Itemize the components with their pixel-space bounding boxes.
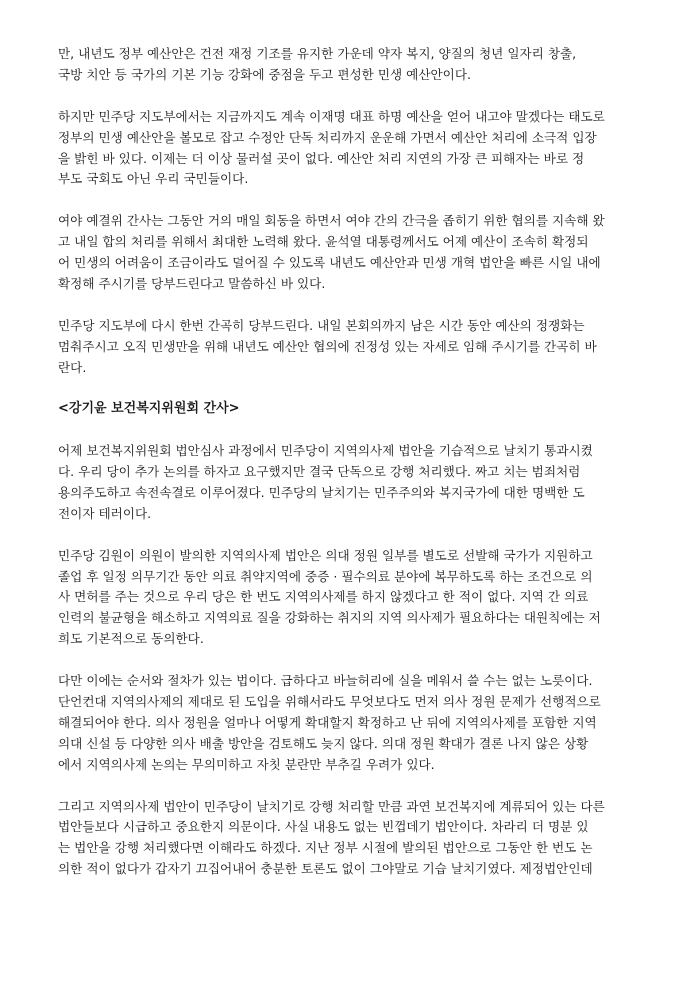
text-line: 전이자 테러이다.: [58, 505, 152, 521]
text-line: 고 내일 합의 처리를 위해서 최대한 노력해 왔다. 윤석열 대통령께서도 어제 예산이 조속히 확정되: [58, 234, 589, 250]
text-line: 의대 신설 등 다양한 의사 배출 방안을 검토해도 늦지 않다. 의대 정원 확대가 결론 나지 않은 상황: [58, 735, 589, 751]
paragraph: [58, 211, 658, 295]
text-line: 멈춰주시고 오직 민생만을 위해 내년도 예산안 협의에 진정성 있는 자세로 임해 주시기를 간곡히 바: [58, 338, 597, 354]
paragraph: [58, 316, 658, 379]
paragraph-spacer: [58, 420, 658, 441]
paragraph-spacer: [58, 86, 658, 107]
text-line: 부도 국회도 아닌 우리 국민들이다.: [58, 171, 249, 187]
text-line: 하지만 민주당 지도부에서는 지금까지도 계속 이재명 대표 하명 예산을 얻어 내고야 말겠다는 태도로: [58, 108, 605, 124]
text-line: 희도 기본적으로 동의한다.: [58, 631, 204, 647]
document-page: [58, 44, 658, 880]
text-line: 확정해 주시기를 당부드린다고 말씀하신 바 있다.: [58, 275, 326, 291]
paragraph-spacer: [58, 190, 658, 211]
text-line: 단언컨대 지역의사제의 제대로 된 도입을 위해서라도 무엇보다도 먼저 의사 정원 문제가 선행적으로: [58, 693, 601, 709]
paragraph-spacer: [58, 776, 658, 797]
text-line: 만, 내년도 정부 예산안은 건전 재정 기조를 유지한 가운데 약자 복지, 양질의 청년 일자리 창출,: [58, 46, 577, 61]
paragraph: [58, 671, 658, 776]
paragraph: [58, 107, 658, 191]
text-line: 어 민생의 어려움이 조금이라도 덜어질 수 있도록 내년도 예산안과 민생 개혁 법안을 빠른 시일 내에: [58, 255, 601, 271]
text-line: 의한 적이 없다가 갑자기 끄집어내어 충분한 토론도 없이 그야말로 기습 날치기였다. 제정법안인데: [58, 861, 593, 877]
text-line: 는 법안을 강행 처리했다면 이해라도 하겠다. 지난 정부 시절에 발의된 법안으로 그동안 한 번도 논: [58, 840, 593, 856]
text-line: 용의주도하고 속전속결로 이루어졌다. 민주당의 날치기는 민주주의와 복지국가에 대한 명백한 도: [58, 484, 585, 500]
text-line: 란다.: [58, 359, 87, 375]
paragraph: [58, 546, 658, 651]
paragraph-spacer: [58, 378, 658, 399]
section-heading: <강기윤 보건복지위원회 간사>: [58, 401, 240, 417]
text-line: 해결되어야 한다. 의사 정원을 얼마나 어떻게 확대할지 확정하고 난 뒤에 지역의사제를 포함한 지역: [58, 714, 597, 730]
paragraph: [58, 797, 658, 881]
text-line: 사 면허를 주는 것으로 우리 당은 한 번도 지역의사제를 하지 않겠다고 한 적이 없다. 지역 간 의료: [58, 589, 589, 605]
text-line: 졸업 후 일정 의무기간 동안 의료 취약지역에 중증 · 필수의료 분야에 복무하도록 하는 조건으로 의: [58, 568, 593, 584]
text-line: 을 밝힌 바 있다. 이제는 더 이상 물러설 곳이 없다. 예산안 처리 지연의 가장 큰 피해자는 바로 정: [58, 150, 585, 166]
text-line: 민주당 지도부에 다시 한번 간곡히 당부드린다. 내일 본회의까지 남은 시간 동안 예산의 정쟁화는: [58, 317, 585, 333]
text-line: 법안들보다 시급하고 중요한지 의문이다. 사실 내용도 없는 빈껍데기 법안이다. 차라리 더 명분 있: [58, 819, 589, 835]
text-line: 다. 우리 당이 추가 논의를 하자고 요구했지만 결국 단독으로 강행 처리했다. 짜고 치는 범죄처럼: [58, 464, 581, 480]
text-line: 민주당 김원이 의원이 발의한 지역의사제 법안은 의대 정원 일부를 별도로 선발해 국가가 지원하고: [58, 547, 593, 563]
text-line: 국방 치안 등 국가의 기본 기능 강화에 중점을 두고 편성한 민생 예산안이다.: [58, 66, 472, 82]
text-line: 에서 지역의사제 논의는 무의미하고 자칫 분란만 부추길 우려가 있다.: [58, 756, 435, 772]
paragraph-spacer: [58, 650, 658, 671]
text-line: 어제 보건복지위원회 법안심사 과정에서 민주당이 지역의사제 법안을 기습적으로 날치기 통과시켰: [58, 443, 593, 459]
paragraph-spacer: [58, 525, 658, 546]
text-line: 다만 이에는 순서와 절차가 있는 법이다. 급하다고 바늘허리에 실을 메워서 쓸 수는 없는 노릇이다.: [58, 673, 593, 689]
paragraph: [58, 441, 658, 525]
text-line: 정부의 민생 예산안을 볼모로 잡고 수정안 단독 처리까지 운운해 가면서 예산안 처리에 소극적 입장: [58, 129, 597, 145]
text-line: 인력의 불균형을 해소하고 지역의료 질을 강화하는 취지의 지역 의사제가 필요하다는 대원칙에는 저: [58, 610, 601, 626]
paragraph-spacer: [58, 295, 658, 316]
text-line: 여야 예결위 간사는 그동안 거의 매일 회동을 하면서 여야 간의 간극을 좁히기 위한 협의를 지속해 왔: [58, 213, 605, 229]
text-line: 그리고 지역의사제 법안이 민주당이 날치기로 강행 처리할 만큼 과연 보건복지에 계류되어 있는 다른: [58, 798, 605, 814]
paragraph: [58, 44, 658, 86]
